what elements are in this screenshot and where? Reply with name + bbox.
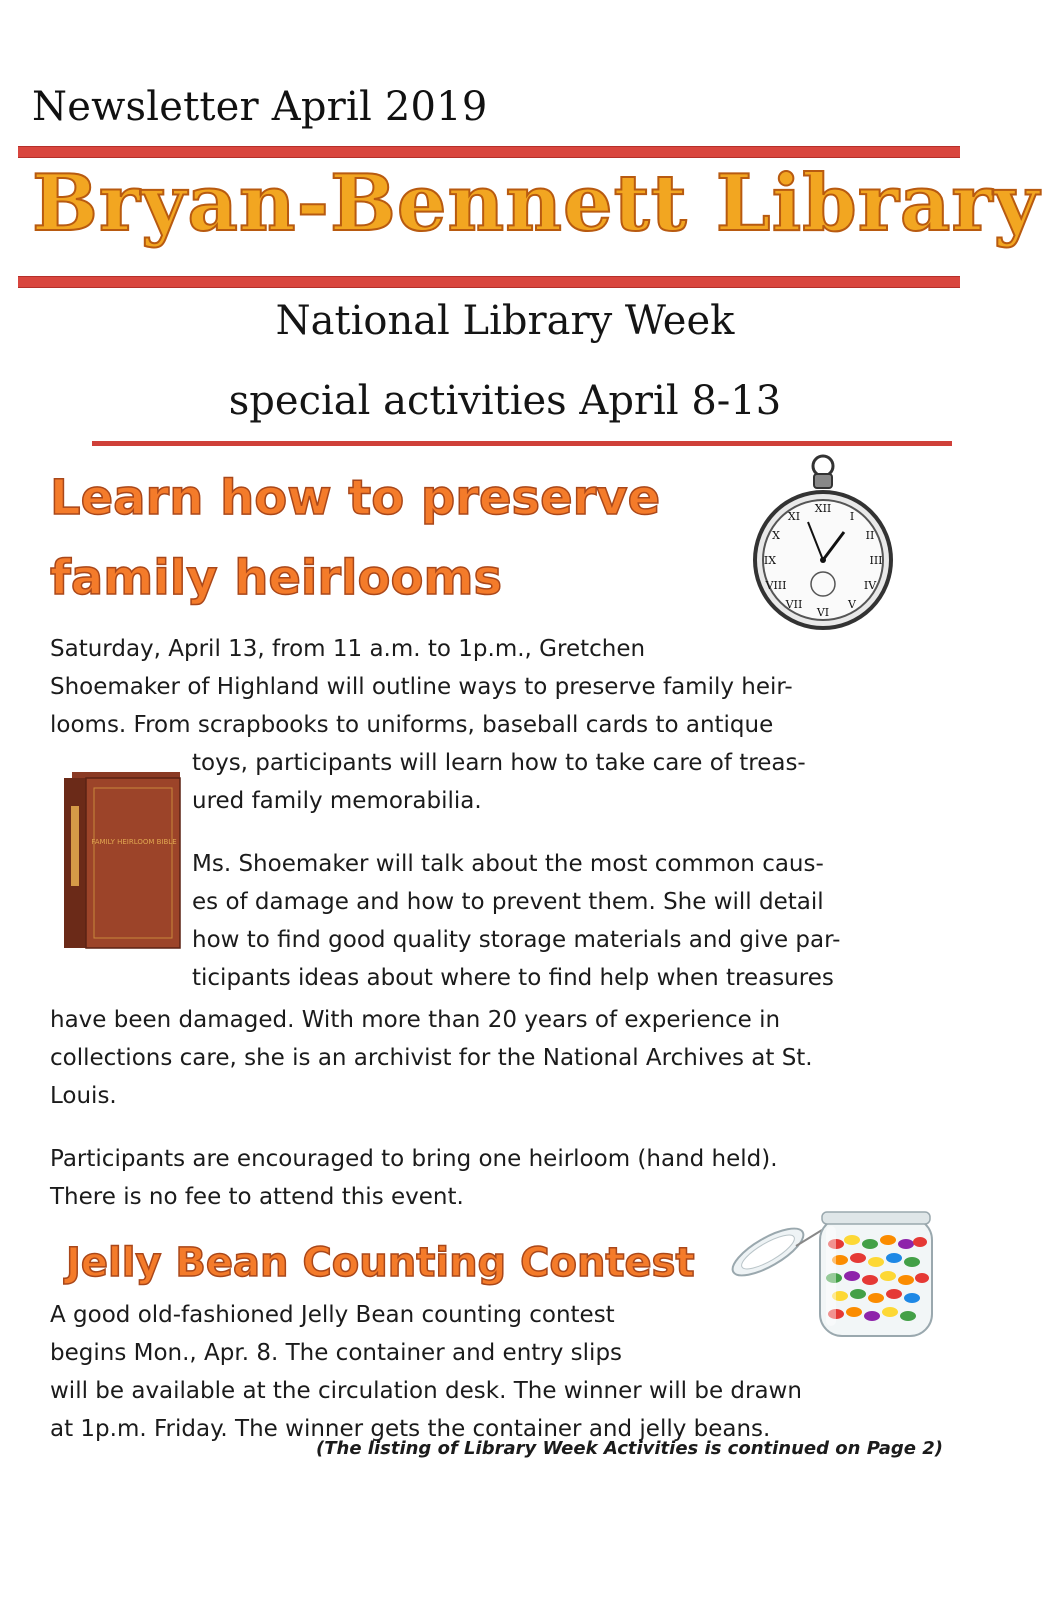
text-line: Participants are encouraged to bring one heirloom (hand held).	[50, 1146, 778, 1172]
bible-cover-text: FAMILY HEIRLOOM BIBLE	[91, 838, 177, 846]
svg-text:IV: IV	[863, 579, 877, 592]
library-title: Bryan-Bennett Library	[32, 158, 1040, 249]
text-line: toys, participants will learn how to take care of treas-	[192, 750, 806, 776]
text-line: looms. From scrapbooks to uniforms, baseball cards to antique	[50, 712, 774, 738]
family-bible-icon	[60, 766, 186, 952]
svg-text:VIII: VIII	[765, 579, 787, 592]
text-line: A good old-fashioned Jelly Bean counting contest	[50, 1302, 615, 1328]
heirloom-heading-line2: family heirlooms	[50, 550, 503, 606]
heirloom-paragraph-2-wrap	[192, 845, 840, 997]
text-line: Saturday, April 13, from 11 a.m. to 1p.m., Gretchen	[50, 636, 646, 662]
svg-text:X: X	[772, 529, 780, 542]
svg-text:V: V	[848, 598, 856, 611]
jelly-bean-jar-icon	[726, 1196, 946, 1342]
header-rule-bottom	[18, 276, 960, 288]
heirloom-paragraph-2	[50, 1001, 813, 1115]
jelly-bean-heading: Jelly Bean Counting Contest	[66, 1240, 695, 1286]
section-divider	[92, 441, 952, 446]
svg-text:II: II	[865, 529, 875, 542]
text-line: at 1p.m. Friday. The winner gets the container and jelly beans.	[50, 1416, 771, 1442]
jelly-bean-paragraph	[50, 1372, 802, 1448]
svg-text:VI: VI	[816, 606, 830, 619]
heirloom-heading-line1: Learn how to preserve	[50, 470, 661, 526]
text-line: es of damage and how to prevent them. She will detail	[192, 889, 824, 915]
event-dates: special activities April 8-13	[228, 378, 782, 424]
text-line: have been damaged. With more than 20 years of experience in	[50, 1007, 781, 1033]
svg-text:IX: IX	[763, 554, 777, 567]
text-line: Ms. Shoemaker will talk about the most common caus-	[192, 851, 824, 877]
text-line: ured family memorabilia.	[192, 788, 482, 814]
event-title: National Library Week	[275, 298, 735, 344]
svg-text:III: III	[869, 554, 883, 567]
svg-text:I: I	[849, 510, 855, 523]
heirloom-paragraph-3	[50, 1140, 778, 1216]
text-line: Shoemaker of Highland will outline ways to preserve family heir-	[50, 674, 793, 700]
text-line: collections care, she is an archivist for the National Archives at St.	[50, 1045, 813, 1071]
svg-text:VII: VII	[785, 598, 803, 611]
header-rule-top	[18, 146, 960, 158]
continued-note: (The listing of Library Week Activities is continued on Page 2)	[316, 1438, 944, 1459]
text-line: will be available at the circulation desk. The winner will be drawn	[50, 1378, 802, 1404]
text-line: how to find good quality storage materials and give par-	[192, 927, 841, 953]
svg-text:XII: XII	[814, 502, 832, 515]
heirloom-paragraph-1	[50, 630, 793, 744]
text-line: Louis.	[50, 1083, 117, 1109]
svg-text:XI: XI	[787, 510, 801, 523]
heirloom-paragraph-1-wrap	[192, 744, 806, 820]
text-line: ticipants ideas about where to find help when treasures	[192, 965, 834, 991]
pocket-watch-icon	[748, 452, 898, 632]
newsletter-date: Newsletter April 2019	[32, 84, 488, 130]
jelly-bean-paragraph-wrap	[50, 1296, 622, 1372]
text-line: begins Mon., Apr. 8. The container and entry slips	[50, 1340, 623, 1366]
text-line: There is no fee to attend this event.	[50, 1184, 464, 1210]
